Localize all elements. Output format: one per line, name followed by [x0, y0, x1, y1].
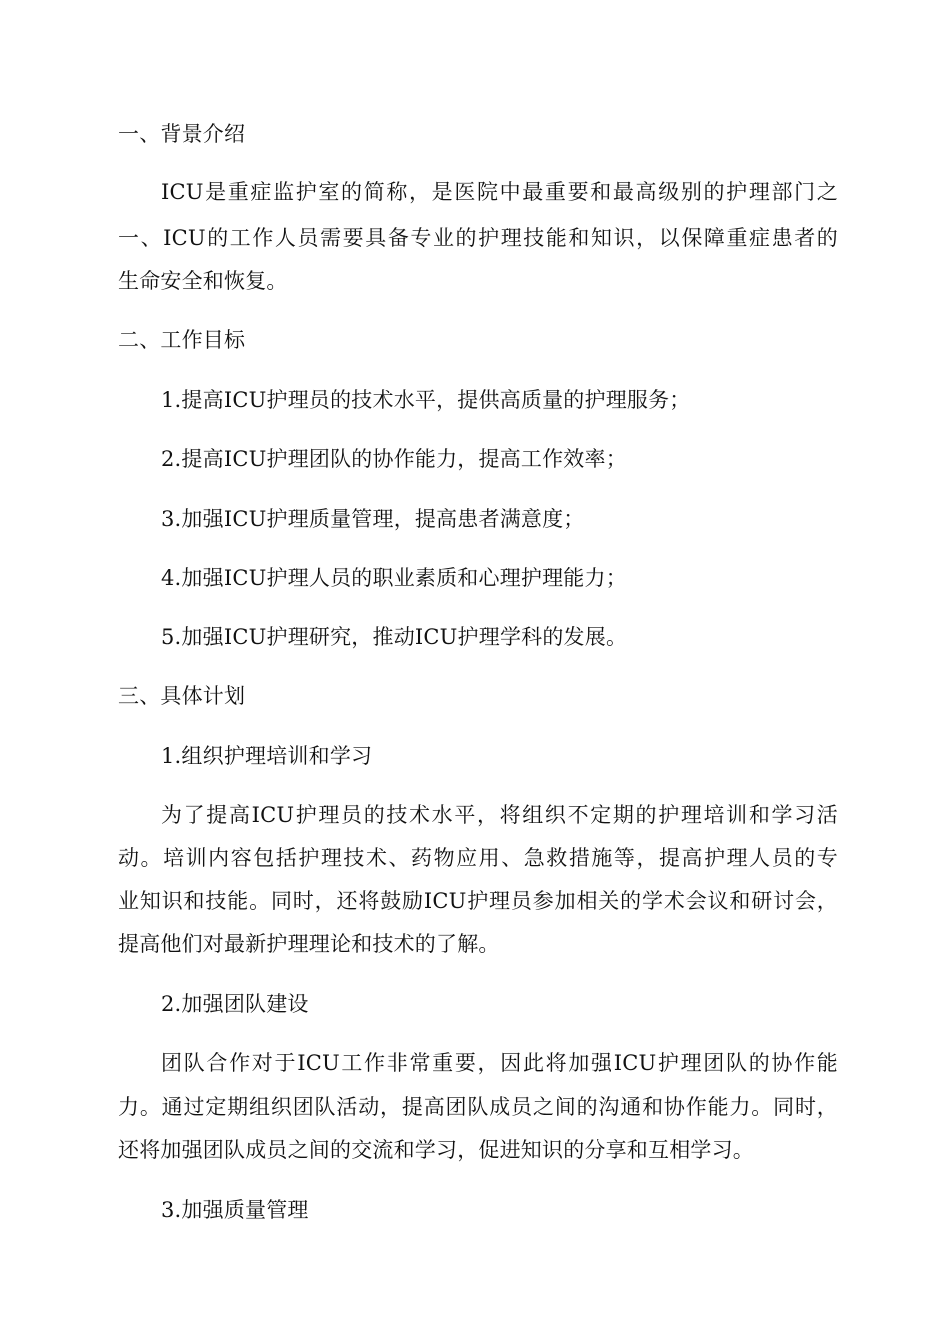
paragraph-line: ICU是重症监护室的简称，是医院中最重要和最高级别的护理部门之 — [161, 180, 838, 204]
paragraph-line: 动。培训内容包括护理技术、药物应用、急救措施等，提高护理人员的专 — [118, 846, 838, 870]
goal-item: 5.加强ICU护理研究，推动ICU护理学科的发展。 — [161, 625, 628, 649]
goal-item: 3.加强ICU护理质量管理，提高患者满意度； — [161, 507, 585, 531]
paragraph-line: 为了提高ICU护理员的技术水平，将组织不定期的护理培训和学习活 — [161, 803, 838, 827]
section-heading-goals: 二、工作目标 — [118, 328, 246, 352]
goal-item: 2.提高ICU护理团队的协作能力，提高工作效率； — [161, 447, 627, 471]
plan-subheading: 3.加强质量管理 — [161, 1198, 309, 1222]
plan-subheading: 1.组织护理培训和学习 — [161, 744, 373, 768]
goal-item: 4.加强ICU护理人员的职业素质和心理护理能力； — [161, 566, 627, 590]
plan-subheading: 2.加强团队建设 — [161, 992, 309, 1016]
paragraph-line: 生命安全和恢复。 — [118, 269, 288, 293]
paragraph-line: 力。通过定期组织团队活动，提高团队成员之间的沟通和协作能力。同时， — [118, 1095, 838, 1119]
goal-item: 1.提高ICU护理员的技术水平，提供高质量的护理服务； — [161, 388, 691, 412]
section-heading-background: 一、背景介绍 — [118, 122, 246, 146]
paragraph-line: 团队合作对于ICU工作非常重要，因此将加强ICU护理团队的协作能 — [161, 1051, 838, 1075]
paragraph-line: 一、ICU的工作人员需要具备专业的护理技能和知识，以保障重症患者的 — [118, 226, 838, 250]
paragraph-line: 业知识和技能。同时，还将鼓励ICU护理员参加相关的学术会议和研讨会， — [118, 889, 838, 913]
paragraph-line: 还将加强团队成员之间的交流和学习，促进知识的分享和互相学习。 — [118, 1138, 754, 1162]
section-heading-plan: 三、具体计划 — [118, 684, 246, 708]
paragraph-line: 提高他们对最新护理理论和技术的了解。 — [118, 932, 500, 956]
